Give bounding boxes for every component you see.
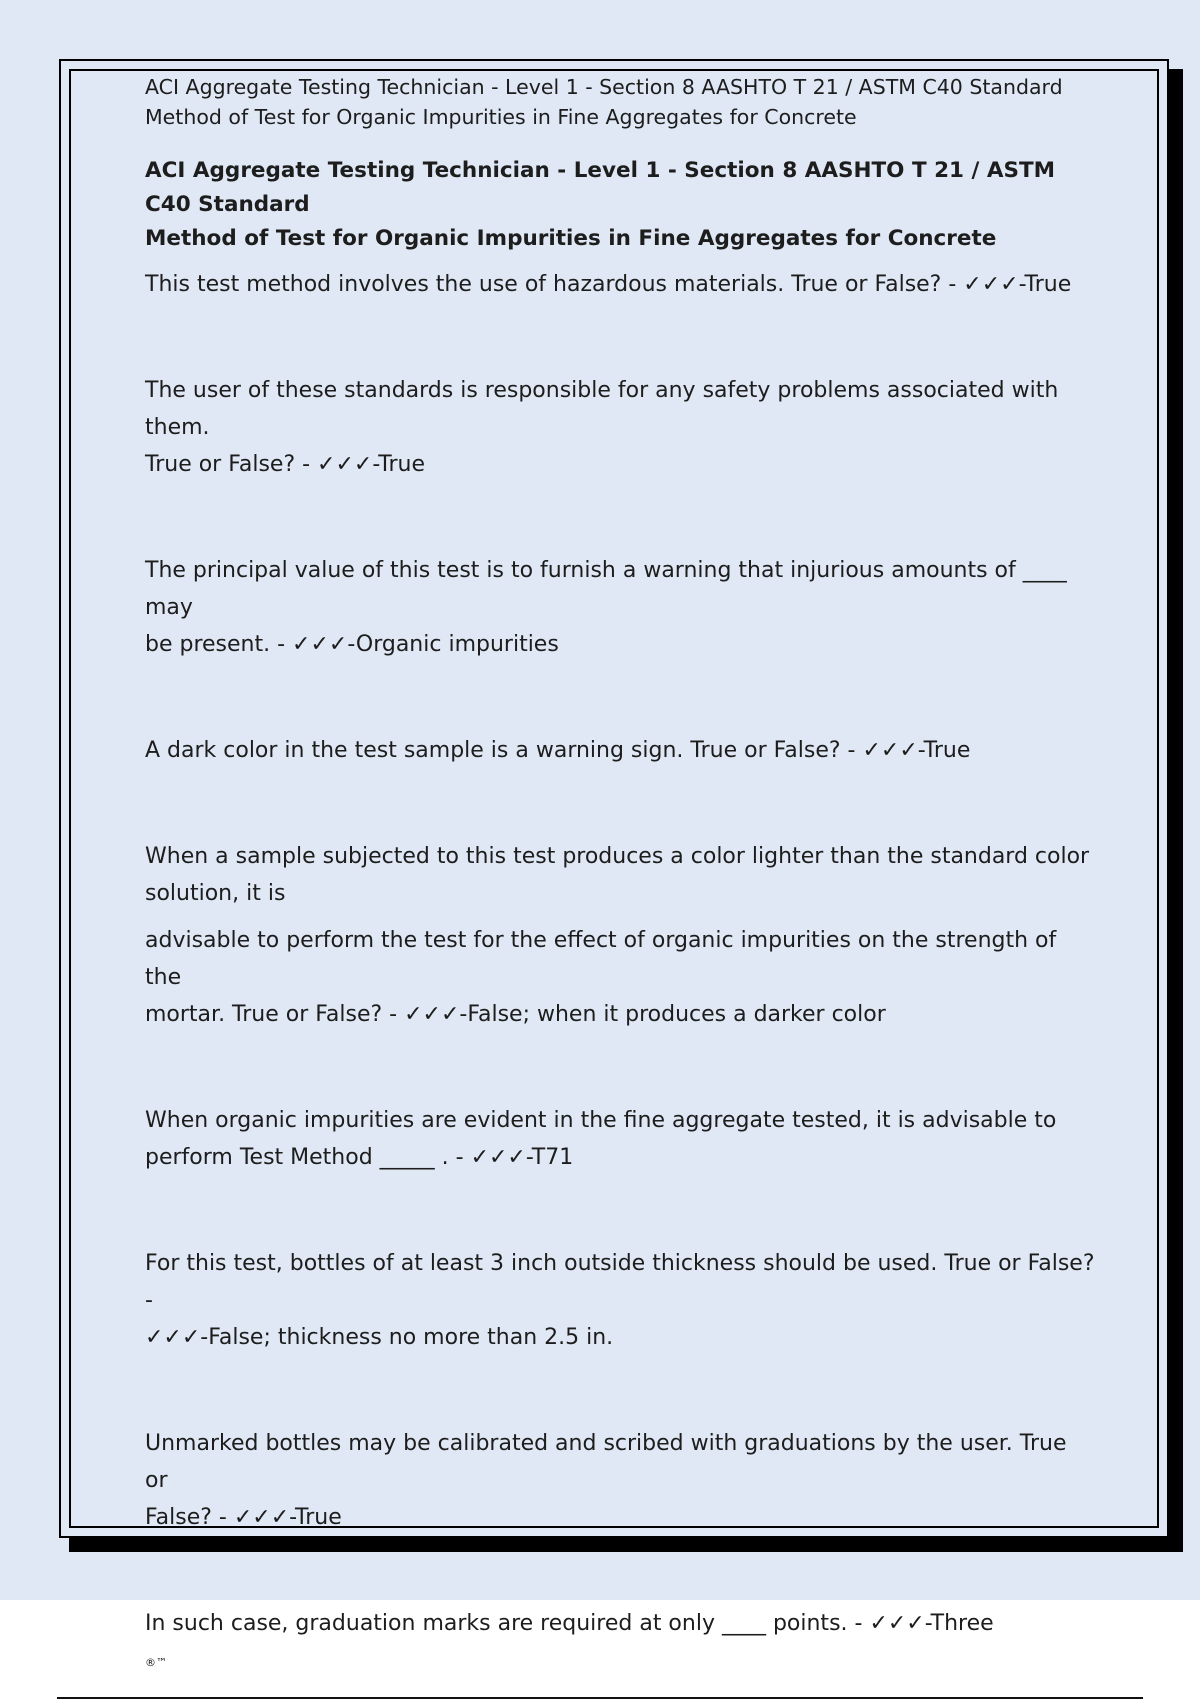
qa-item <box>145 266 1095 303</box>
qa-line: For this test, bottles of at least 3 inch outside thickness should be used. True or False? - <box>145 1251 1095 1313</box>
qa-item <box>145 372 1095 483</box>
qa-line: solution, it is <box>145 881 286 906</box>
qa-line: be present. - ✓✓✓-Organic impurities <box>145 632 559 657</box>
document-content <box>145 72 1095 1670</box>
qa-line: When a sample subjected to this test produces a color lighter than the standard color <box>145 844 1090 869</box>
qa-line: This test method involves the use of hazardous materials. True or False? - ✓✓✓-True <box>145 272 1072 297</box>
qa-line: perform Test Method _____ . - ✓✓✓-T71 <box>145 1145 574 1170</box>
title-line: ACI Aggregate Testing Technician - Level 1 - Section 8 AASHTO T 21 / ASTM C40 Standard <box>145 158 1056 217</box>
document-title <box>145 154 1095 256</box>
qa-line: True or False? - ✓✓✓-True <box>145 452 425 477</box>
title-line: Method of Test for Organic Impurities in Fine Aggregates for Concrete <box>145 226 997 251</box>
qa-line: In such case, graduation marks are required at only ____ points. - ✓✓✓-Three <box>145 1611 994 1636</box>
qa-line: ✓✓✓-False; thickness no more than 2.5 in. <box>145 1325 614 1350</box>
qa-item <box>145 922 1095 1033</box>
qa-line: When organic impurities are evident in the fine aggregate tested, it is advisable to <box>145 1108 1057 1133</box>
header-line: ACI Aggregate Testing Technician - Level 1 - Section 8 AASHTO T 21 / ASTM C40 Standard <box>145 75 1063 99</box>
header-line: Method of Test for Organic Impurities in Fine Aggregates for Concrete <box>145 105 857 129</box>
qa-line: The user of these standards is responsible for any safety problems associated with them. <box>145 378 1059 440</box>
trademark-mark: ®™ <box>145 1656 167 1669</box>
qa-item <box>145 732 1095 769</box>
qa-line: Unmarked bottles may be calibrated and scribed with graduations by the user. True or <box>145 1431 1067 1493</box>
qa-line: False? - ✓✓✓-True <box>145 1505 342 1530</box>
qa-item <box>145 1102 1095 1176</box>
qa-line: advisable to perform the test for the effect of organic impurities on the strength of the <box>145 928 1057 990</box>
qa-line: The principal value of this test is to furnish a warning that injurious amounts of ____ may <box>145 558 1067 620</box>
qa-item <box>145 1605 1095 1642</box>
qa-line: A dark color in the test sample is a warning sign. True or False? - ✓✓✓-True <box>145 738 971 763</box>
footer-rule <box>57 1697 1143 1699</box>
qa-item <box>145 1245 1095 1356</box>
qa-item <box>145 552 1095 663</box>
qa-item <box>145 838 1095 912</box>
qa-line: mortar. True or False? - ✓✓✓-False; when it produces a darker color <box>145 1002 886 1027</box>
qa-item <box>145 1425 1095 1536</box>
